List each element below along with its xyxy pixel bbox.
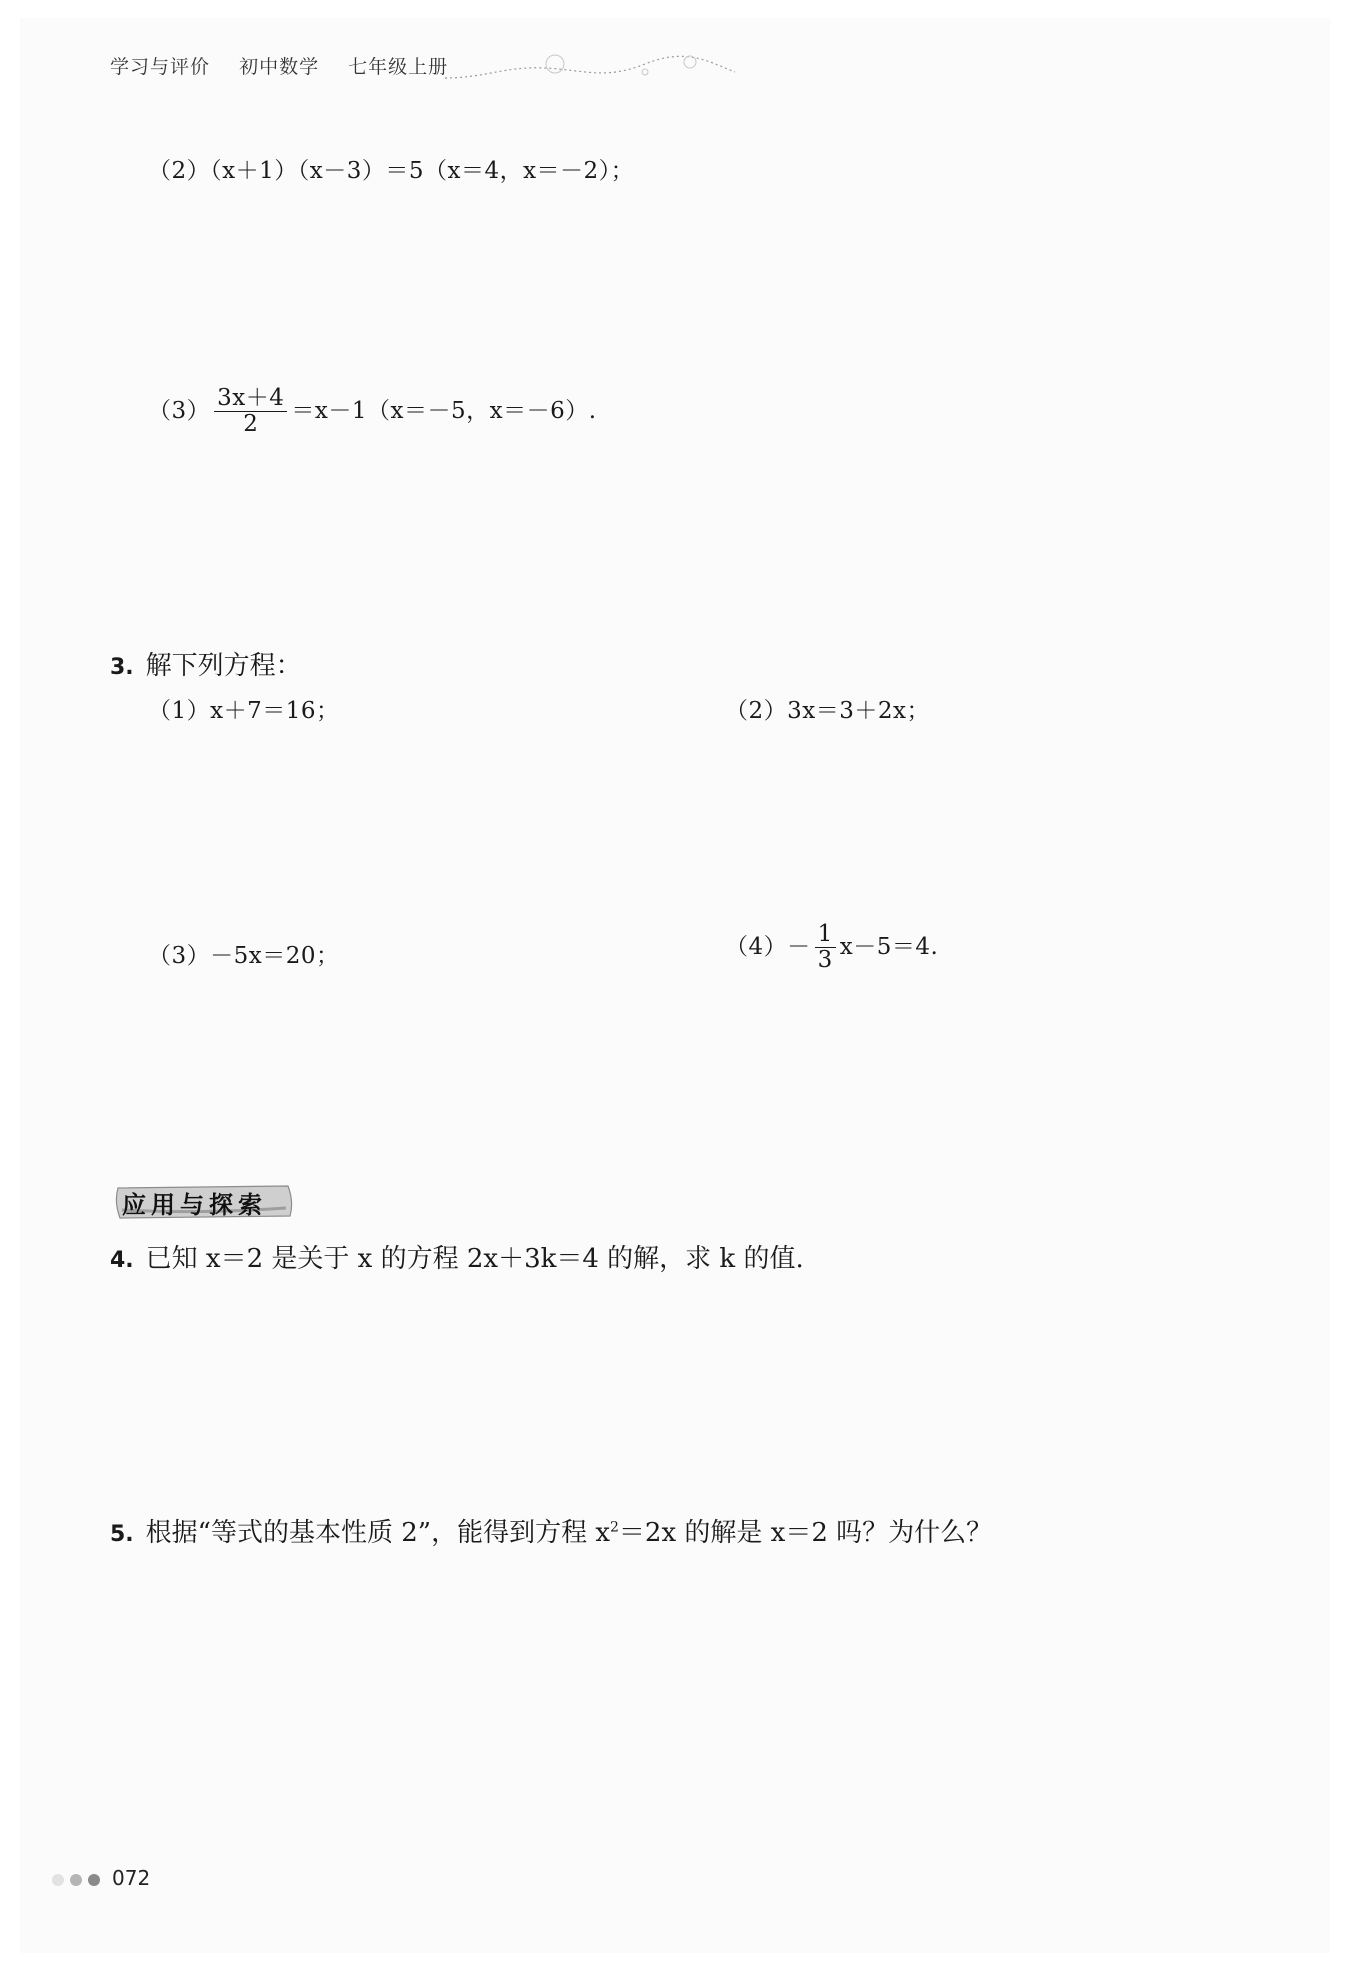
exercise-2-3 (148, 386, 597, 438)
fraction-numerator: 1 (815, 922, 836, 948)
page-sheet (20, 18, 1330, 1953)
exercise-2-3-rest: ＝x－1（x＝－5，x＝－6）. (291, 397, 597, 424)
question-4-number: 4. (110, 1248, 134, 1273)
exercise-3-4-rest: x－5＝4. (839, 933, 939, 960)
header-grade: 七年级上册 (348, 56, 449, 78)
question-5-number: 5. (110, 1522, 134, 1547)
footer-dots-icon (50, 1870, 110, 1890)
exercise-3-2: （2）3x＝3＋2x； (725, 698, 930, 724)
header-decoration-icon (445, 50, 745, 86)
exponent: 2 (610, 1519, 619, 1536)
question-3-number: 3. (110, 655, 134, 680)
exercise-3-4 (725, 922, 938, 974)
header-subject: 初中数学 (239, 56, 320, 78)
question-5-text-a: 根据“等式的基本性质 2”，能得到方程 x (145, 1518, 610, 1548)
question-3 (110, 645, 302, 682)
exercise-3-1: （1）x＋7＝16； (148, 698, 340, 724)
fraction-denominator: 3 (817, 947, 833, 974)
question-3-title: 解下列方程： (145, 651, 302, 681)
exercise-2-3-label: （3） (148, 397, 211, 424)
fraction-numerator: 3x＋4 (214, 386, 287, 412)
exercise-2-2: （2）（x＋1）（x－3）＝5（x＝4，x＝－2）； (148, 158, 635, 184)
question-5 (110, 1512, 992, 1549)
fraction-denominator: 2 (243, 411, 259, 438)
question-5-text-b: ＝2x 的解是 x＝2 吗？为什么？ (618, 1518, 993, 1548)
question-4-text: 已知 x＝2 是关于 x 的方程 2x＋3k＝4 的解，求 k 的值. (145, 1244, 804, 1274)
running-header (110, 52, 470, 79)
fraction (214, 386, 287, 438)
section-title: 应用与探索 (122, 1191, 267, 1219)
page-number: 072 (112, 1866, 151, 1890)
header-book-title: 学习与评价 (110, 56, 211, 78)
question-4 (110, 1238, 804, 1275)
exercise-3-4-label: （4）－ (725, 933, 811, 960)
fraction (815, 922, 836, 974)
exercise-3-3: （3）－5x＝20； (148, 943, 340, 969)
